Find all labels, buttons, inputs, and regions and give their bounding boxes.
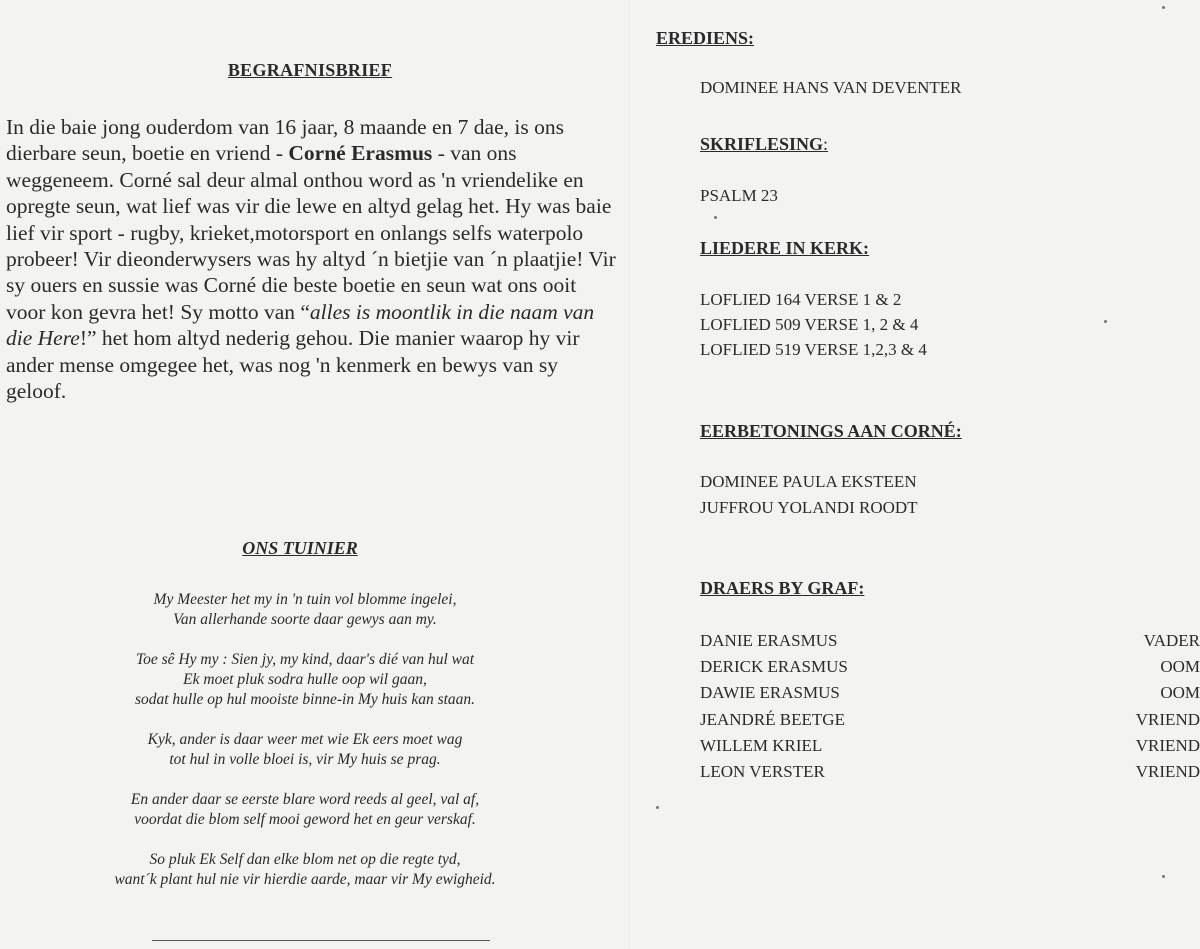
- tribute-item: DOMINEE PAULA EKSTEEN: [700, 472, 917, 491]
- scan-speck: [1104, 320, 1107, 323]
- poem-stanza: [0, 790, 610, 830]
- bearer-row: [700, 759, 1200, 785]
- poem-line: sodat hulle op hul mooiste binne-in My huis kan staan.: [134, 691, 476, 708]
- service-heading: EREDIENS:: [656, 28, 755, 48]
- bearer-name: LEON VERSTER: [700, 762, 825, 782]
- poem-stanza: [0, 650, 610, 710]
- reading-heading-colon: :: [823, 134, 829, 154]
- scan-speck: [714, 216, 717, 219]
- deceased-name: Corné Erasmus: [288, 141, 433, 166]
- bearer-name: DAWIE ERASMUS: [700, 683, 840, 703]
- bearers-list: [700, 628, 1200, 785]
- bearer-row: [700, 654, 1200, 680]
- motto: alles is moontlik in die naam van die Here: [6, 299, 595, 351]
- reading-text: PSALM 23: [700, 186, 778, 205]
- page-fold: [628, 0, 630, 949]
- service-minister: DOMINEE HANS VAN DEVENTER: [700, 78, 962, 97]
- tributes-heading: EERBETONINGS AAN CORNÉ:: [700, 421, 962, 441]
- poem-line: voordat die blom self mooi geword het en geur verskaf.: [134, 811, 476, 828]
- poem-title: ONS TUINIER: [242, 538, 358, 558]
- bearer-name: DANIE ERASMUS: [700, 631, 838, 650]
- hymn-item: LOFLIED 164 VERSE 1 & 2: [700, 290, 902, 309]
- bearers-heading: [700, 578, 864, 599]
- bearer-row: [700, 733, 1200, 759]
- poem-stanza: [0, 850, 610, 890]
- hymn-item: LOFLIED 519 VERSE 1,2,3 & 4: [700, 340, 927, 359]
- poem-line: Van allerhande soorte daar gewys aan my.: [173, 611, 437, 628]
- poem-line: My Meester het my in 'n tuin vol blomme ingelei,: [153, 591, 457, 608]
- poem-stanza: [0, 590, 610, 630]
- hymn-item: LOFLIED 509 VERSE 1, 2 & 4: [700, 315, 919, 334]
- bearer-row: [700, 628, 1200, 654]
- poem-line: Toe sê Hy my : Sien jy, my kind, daar's dié van hul wat: [135, 651, 475, 668]
- tribute-item: JUFFROU YOLANDI ROODT: [700, 498, 918, 517]
- letter-text-middle: - van ons weggeneem. Corné sal deur almal onthou word as 'n vriendelike en opregte seun, wat lief was vir die lewe en altyd gelag het. Hy was baie lief vir sport - rugby, krieket,motorsport en onlangs selfs waterpolo probeer! Vir dieonderwysers was hy altyd ´n bietjie van ´n plaatjie! Vir sy ouers en sussie was Corné die beste boetie en seun wat ons ooit voor kon gevra het! Sy motto van “: [6, 141, 616, 324]
- bearers-heading-text: DRAERS BY GRAF: [700, 578, 859, 598]
- reading-heading-text: SKRIFLESING: [700, 134, 824, 154]
- bearers-heading-colon: :: [858, 578, 865, 598]
- letter-body: [6, 114, 618, 404]
- bearer-row: [700, 707, 1200, 733]
- scan-speck: [1162, 875, 1165, 878]
- poem-line: Ek moet pluk sodra hulle oop wil gaan,: [183, 671, 427, 688]
- letter-text-end: !” het hom altyd nederig gehou. Die manier waarop hy vir ander mense omgegee het, was nog 'n kenmerk en bewys van sy geloof.: [6, 326, 580, 404]
- reading-heading: [700, 134, 828, 155]
- bearer-relation: VRIEND: [1135, 709, 1200, 729]
- letter-text-start: In die baie jong ouderdom van 16 jaar, 8 maande en 7 dae, is ons dierbare seun, boetie en vriend -: [6, 115, 564, 166]
- scan-speck: [656, 806, 659, 809]
- bearer-relation: OOM: [1160, 683, 1200, 703]
- poem-line: En ander daar se eerste blare word reeds al geel, val af,: [130, 791, 480, 808]
- poem: [0, 590, 610, 910]
- bearer-relation: VADER: [1143, 631, 1200, 650]
- poem-line: want´k plant hul nie vir hierdie aarde, maar vir My ewigheid.: [114, 871, 496, 888]
- bearer-relation: VRIEND: [1135, 735, 1200, 755]
- letter-title: BEGRAFNISBRIEF: [227, 60, 393, 80]
- bearer-relation: OOM: [1160, 657, 1200, 677]
- bearer-row: [700, 680, 1200, 706]
- poem-line: Kyk, ander is daar weer met wie Ek eers moet wag: [147, 731, 463, 748]
- bearer-relation: VRIEND: [1135, 762, 1200, 782]
- poem-line: tot hul in volle bloei is, vir My huis se prag.: [169, 751, 441, 768]
- bearer-name: DERICK ERASMUS: [700, 657, 848, 677]
- poem-stanza: [0, 730, 610, 770]
- scan-speck: [1162, 6, 1165, 9]
- right-page: [640, 0, 1200, 949]
- bearer-name: WILLEM KRIEL: [700, 735, 823, 755]
- hymns-heading: LIEDERE IN KERK:: [700, 238, 870, 258]
- poem-divider: [152, 940, 490, 941]
- bearer-name: JEANDRÉ BEETGE: [700, 709, 845, 729]
- poem-line: So pluk Ek Self dan elke blom net op die regte tyd,: [149, 851, 461, 868]
